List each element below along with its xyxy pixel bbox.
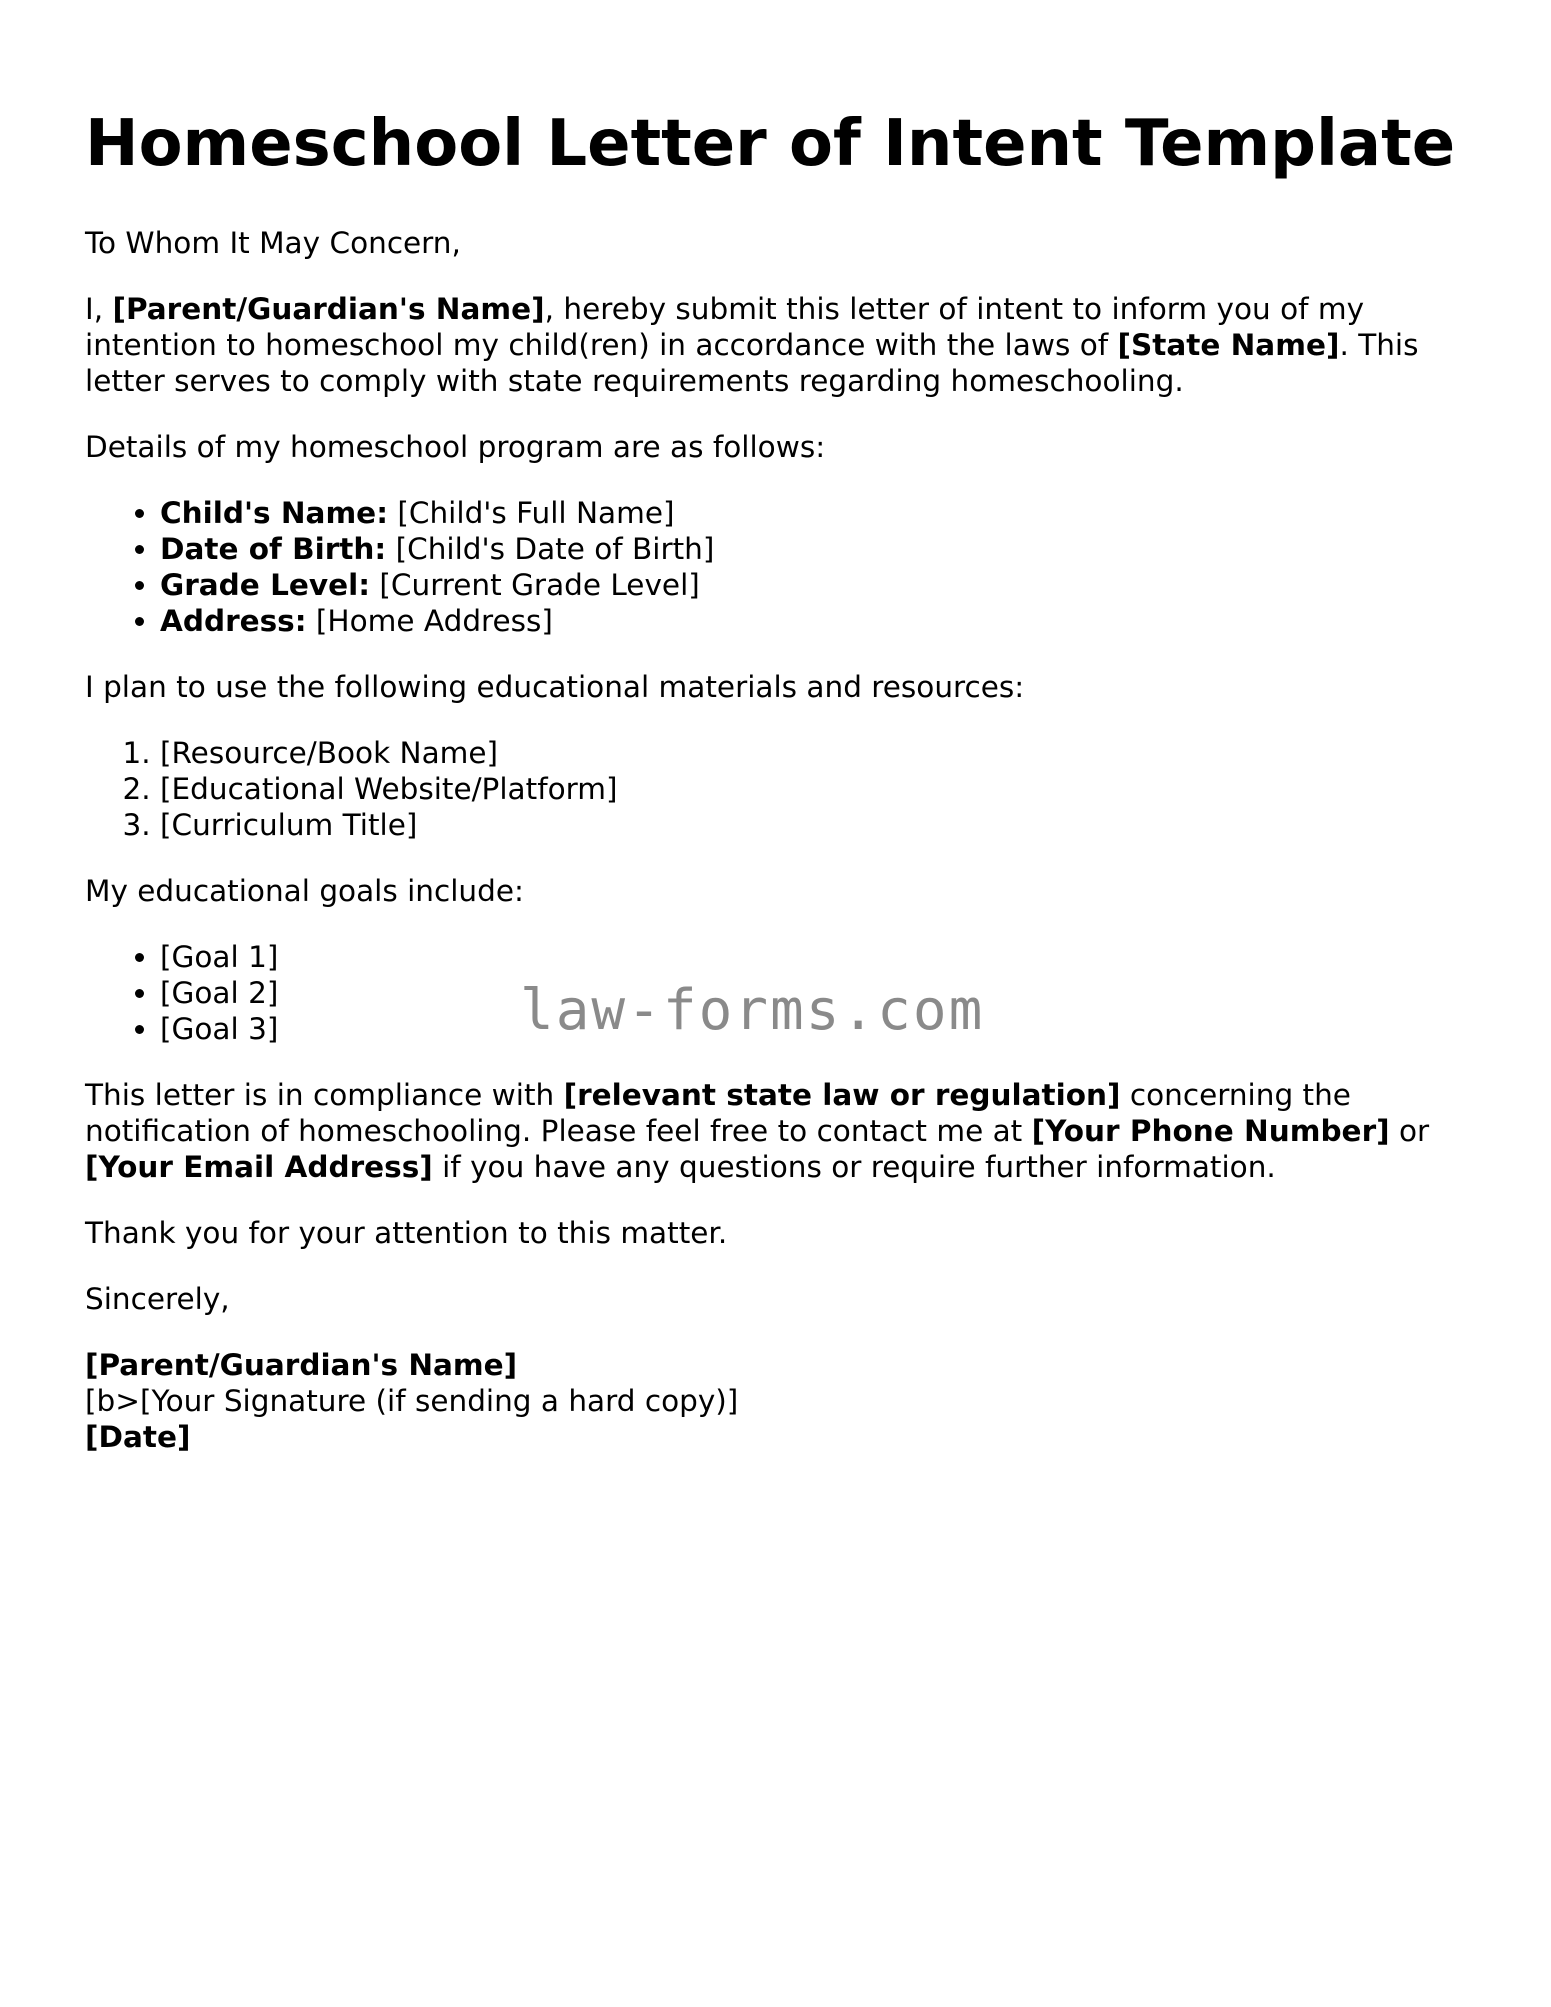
compliance-law: [relevant state law or regulation] xyxy=(563,1078,1121,1112)
details-label: Grade Level: xyxy=(160,568,371,602)
details-value: [Child's Date of Birth] xyxy=(386,532,715,566)
signature-name: [Parent/Guardian's Name] xyxy=(85,1348,518,1382)
resource-item: 1. [Resource/Book Name] xyxy=(160,735,1485,771)
compliance-email: [Your Email Address] xyxy=(85,1150,433,1184)
resource-item: 3. [Curriculum Title] xyxy=(160,807,1485,843)
details-intro: Details of my homeschool program are as follows: xyxy=(85,430,826,464)
details-value: [Child's Full Name] xyxy=(388,496,675,530)
intro-state-name: [State Name] xyxy=(1117,328,1340,362)
closing-line: Sincerely, xyxy=(85,1282,230,1316)
thanks-line: Thank you for your attention to this matter. xyxy=(85,1216,728,1250)
details-value: [Current Grade Level] xyxy=(370,568,700,602)
details-label: Date of Birth: xyxy=(160,532,387,566)
page-title: Homeschool Letter of Intent Template xyxy=(85,107,1456,181)
intro-middle: , hereby submit this letter of intent to inform you of my intention to homeschool my child(ren) in accordance with the laws of xyxy=(85,292,1365,362)
details-item-child-name xyxy=(160,495,1485,531)
signature-block xyxy=(85,1347,1485,1455)
intro-parent-name: [Parent/Guardian's Name] xyxy=(112,292,545,326)
compliance-or: or xyxy=(1389,1114,1430,1148)
details-label: Child's Name: xyxy=(160,496,388,530)
resources-intro: I plan to use the following educational materials and resources: xyxy=(85,670,1025,704)
details-item-address xyxy=(160,603,1485,639)
greeting: To Whom It May Concern, xyxy=(85,226,461,260)
compliance-suffix: if you have any questions or require further information. xyxy=(432,1150,1276,1184)
goal-item: • [Goal 1] xyxy=(160,939,1485,975)
compliance-prefix: This letter is in compliance with xyxy=(85,1078,564,1112)
details-item-date-of-birth xyxy=(160,531,1485,567)
compliance-phone: [Your Phone Number] xyxy=(1031,1114,1390,1148)
compliance-middle: concerning the notification of homeschooling. Please feel free to contact me at xyxy=(85,1078,1351,1148)
intro-paragraph xyxy=(85,291,1485,399)
details-list xyxy=(85,495,1485,639)
details-label: Address: xyxy=(160,604,307,638)
signature-line: [b>[Your Signature (if sending a hard copy)] xyxy=(85,1384,739,1418)
resource-item: 2. [Educational Website/Platform] xyxy=(160,771,1485,807)
details-item-grade-level xyxy=(160,567,1485,603)
details-value: [Home Address] xyxy=(306,604,553,638)
goal-item: • [Goal 2] xyxy=(160,975,1485,1011)
goal-item: • [Goal 3] xyxy=(160,1011,1485,1047)
resources-list xyxy=(85,735,1485,843)
signature-date: [Date] xyxy=(85,1420,191,1454)
goals-intro: My educational goals include: xyxy=(85,874,524,908)
intro-prefix: I, xyxy=(85,292,113,326)
letter-document xyxy=(85,105,1485,1455)
watermark: law-forms.com xyxy=(520,978,985,1043)
intro-suffix: . This letter serves to comply with state requirements regarding homeschooling. xyxy=(85,328,1419,398)
compliance-paragraph xyxy=(85,1077,1485,1185)
